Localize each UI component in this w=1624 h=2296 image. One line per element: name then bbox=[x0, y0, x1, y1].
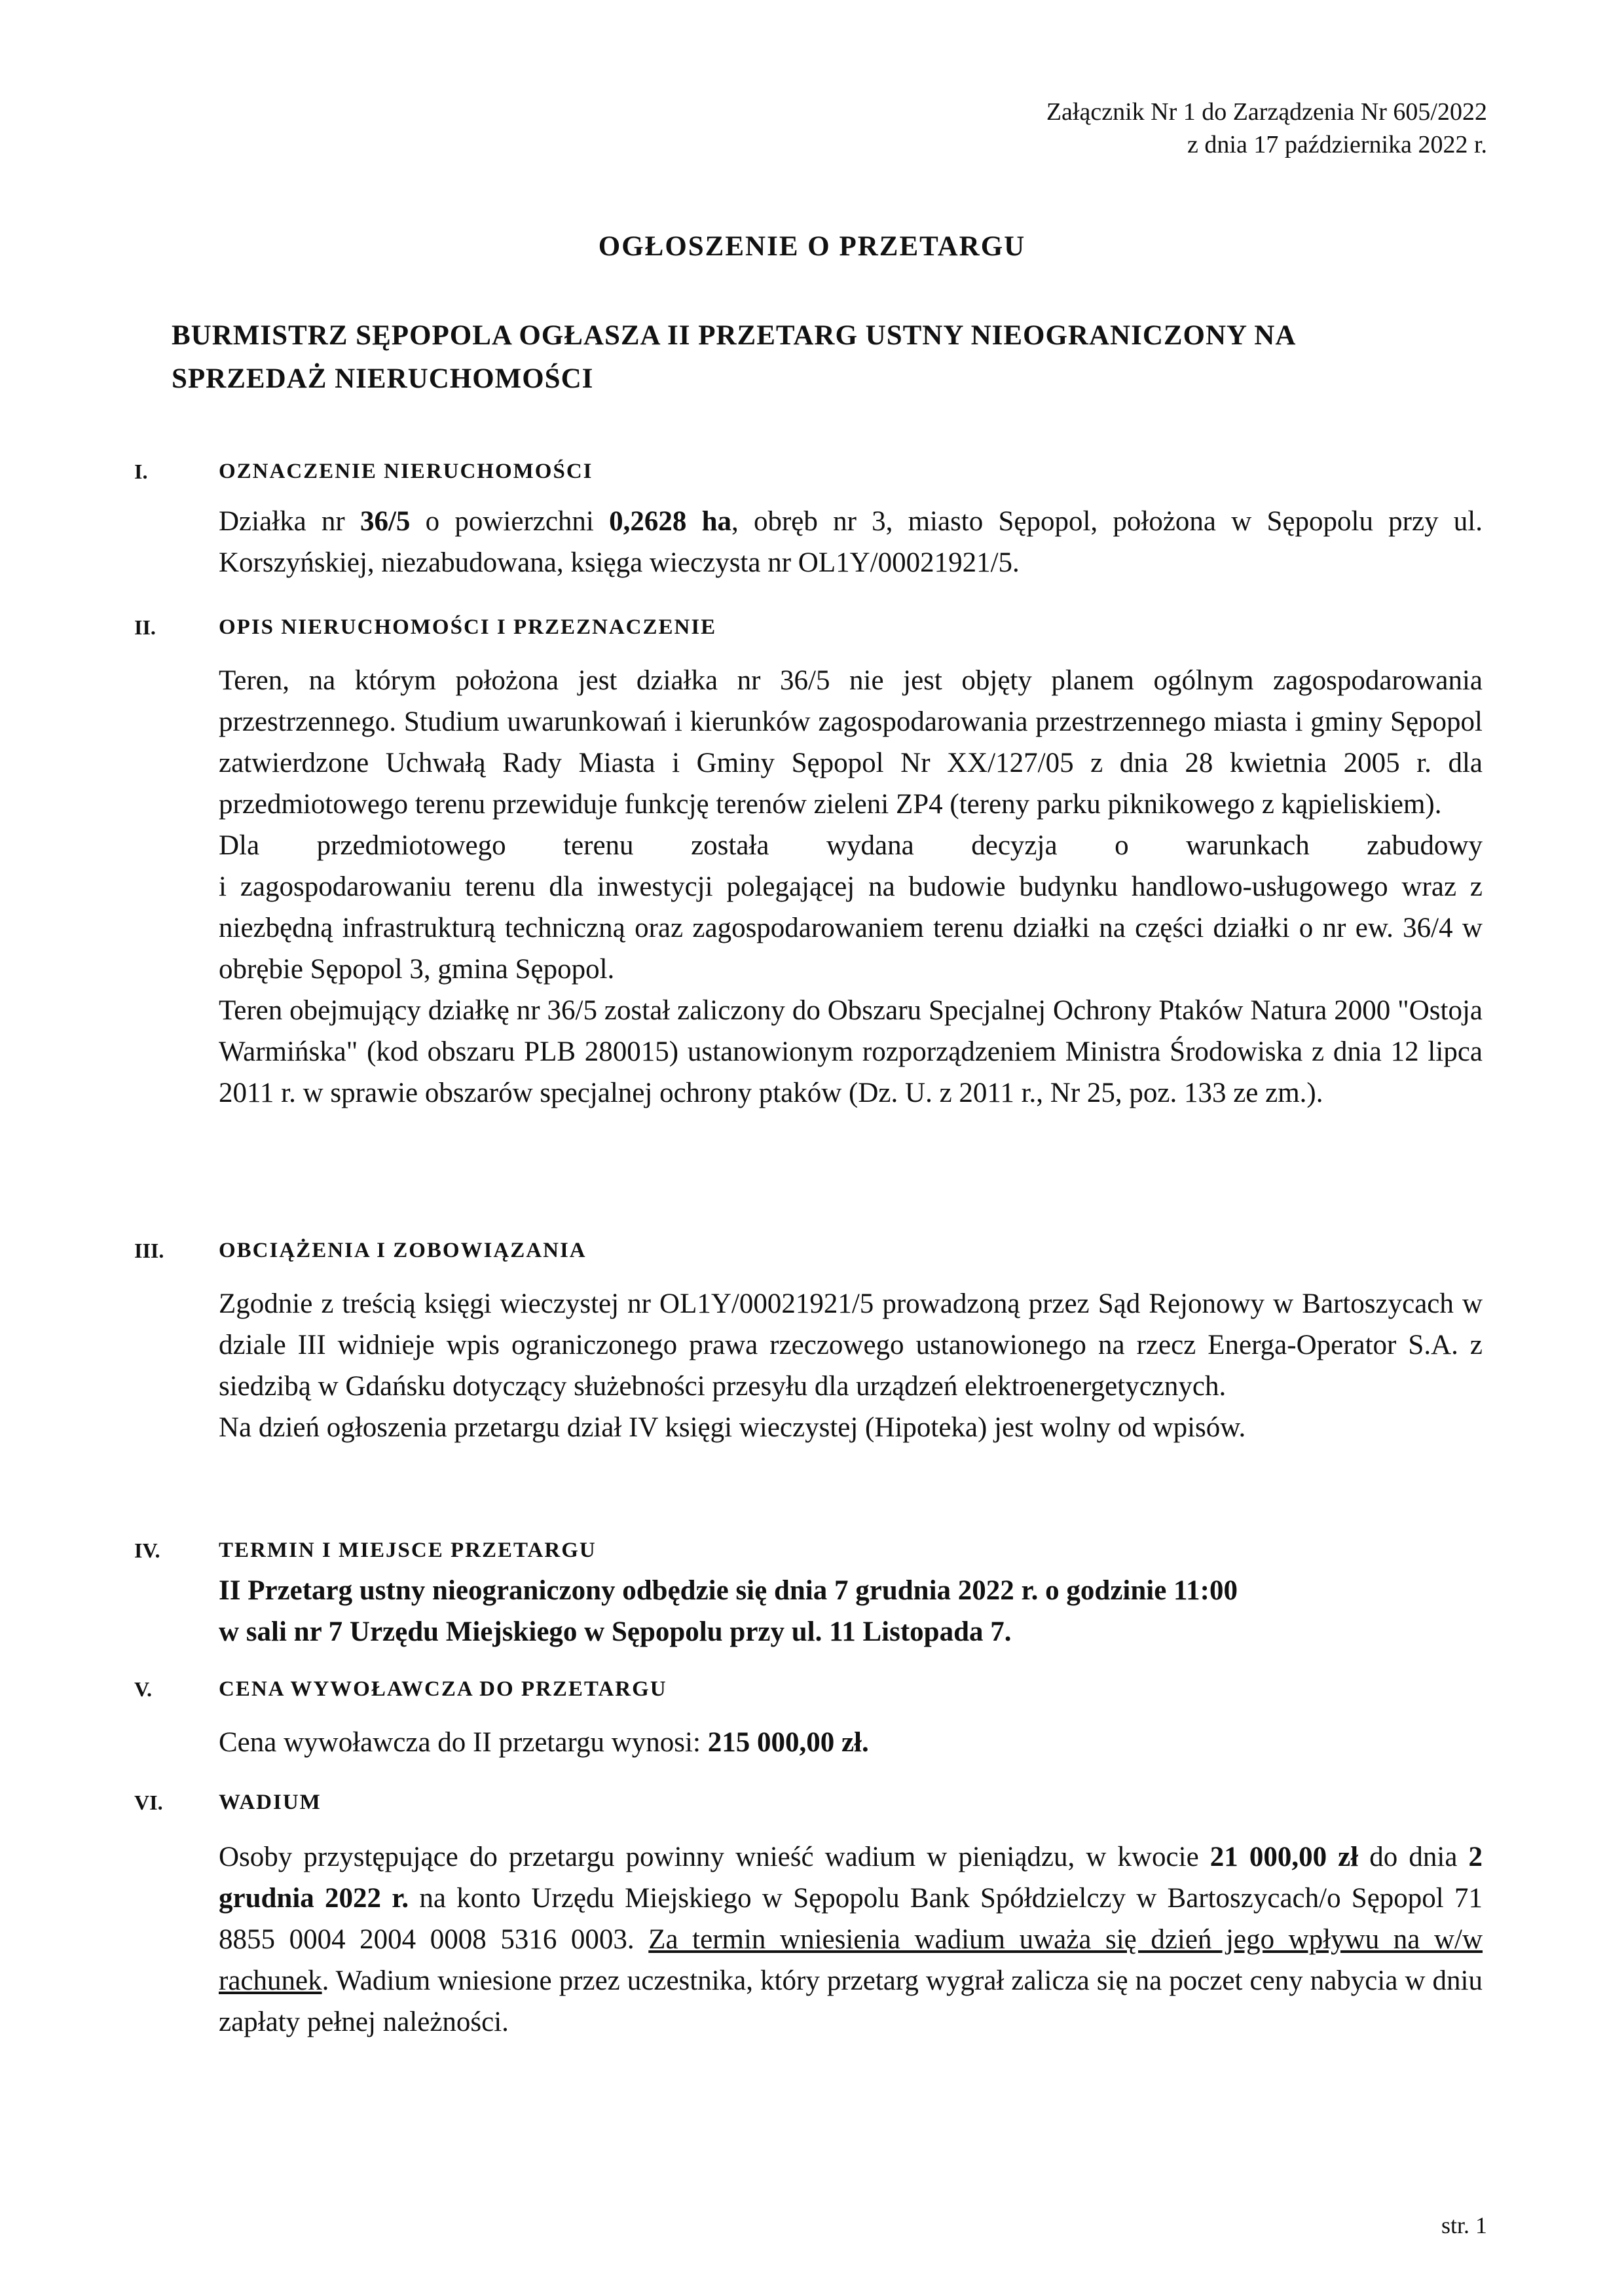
subtitle-line-2: SPRZEDAŻ NIERUCHOMOŚCI bbox=[172, 363, 594, 394]
text: do dnia bbox=[1358, 1842, 1469, 1872]
section-2-paragraph-3: Teren obejmujący działkę nr 36/5 został zaliczony do Obszaru Specjalnej Ochrony Ptaków Natura 2000 "Ostoja Warmińska" (kod obszaru PLB 280015) ustanowionym rozporządzeniem Ministra Środowiska z dnia 12 lipca 2011 r. w sprawie obszarów specjalnej ochrony ptaków (Dz. U. z 2011 r., Nr 25, poz. 133 ze zm.). bbox=[219, 995, 1483, 1108]
section-1-body bbox=[219, 501, 1483, 583]
section-1-number: I. bbox=[134, 460, 148, 483]
text: Osoby przystępujące do przetargu powinny wnieść wadium w pieniądzu, w kwocie bbox=[219, 1842, 1210, 1872]
section-5-body bbox=[219, 1722, 1483, 1763]
document-title: OGŁOSZENIE O PRZETARGU bbox=[598, 231, 1026, 262]
auction-place-line: w sali nr 7 Urzędu Miejskiego w Sępopolu przy ul. 11 Listopada 7. bbox=[219, 1616, 1012, 1647]
section-2-number: II. bbox=[134, 615, 156, 639]
text: Cena wywoławcza do II przetargu wynosi: bbox=[219, 1727, 708, 1758]
deposit-deadline: 2 grudnia 2022 r. bbox=[219, 1842, 1483, 1914]
section-6-body bbox=[219, 1836, 1483, 2043]
plot-area: 0,2628 ha bbox=[609, 506, 731, 537]
text: . Wadium wniesione przez uczestnika, który przetarg wygrał zalicza się na poczet ceny nabycia w dniu zapłaty pełnej należności. bbox=[219, 1965, 1483, 2037]
text: Działka nr bbox=[219, 506, 360, 537]
deposit-amount: 21 000,00 zł bbox=[1209, 1842, 1359, 1872]
section-2-paragraph-2b: i zagospodarowaniu terenu dla inwestycji polegającej na budowie budynku handlowo-usługowego wraz z niezbędną infrastrukturą techniczną oraz zagospodarowaniem terenu działki na części działki o nr ew. 36/4 w obrębie Sępopol 3, gmina Sępopol. bbox=[219, 871, 1483, 985]
section-4-number: IV. bbox=[134, 1539, 160, 1562]
annex-line-1: Załącznik Nr 1 do Zarządzenia Nr 605/2022 bbox=[1046, 98, 1487, 126]
starting-price: 215 000,00 zł. bbox=[707, 1727, 869, 1758]
section-2-heading: OPIS NIERUCHOMOŚCI I PRZEZNACZENIE bbox=[219, 615, 717, 639]
section-1-heading: OZNACZENIE NIERUCHOMOŚCI bbox=[219, 460, 593, 483]
annex-line-2: z dnia 17 października 2022 r. bbox=[1187, 131, 1487, 158]
section-3-paragraph-2: Na dzień ogłoszenia przetargu dział IV księgi wieczystej (Hipoteka) jest wolny od wpisów. bbox=[219, 1412, 1246, 1443]
section-3-paragraph-1: Zgodnie z treścią księgi wieczystej nr OL1Y/00021921/5 prowadzoną przez Sąd Rejonowy w Bartoszycach w dziale III widnieje wpis ograniczonego prawa rzeczowego ustanowionego na rzecz Energa-Operator S.A. z siedzibą w Gdańsku dotyczący służebności przesyłu dla urządzeń elektroenergetycznych. bbox=[219, 1288, 1483, 1402]
subtitle-line-1: BURMISTRZ SĘPOPOLA OGŁASZA II PRZETARG USTNY NIEOGRANICZONY NA bbox=[172, 320, 1297, 351]
section-2-body bbox=[219, 660, 1483, 1114]
plot-number: 36/5 bbox=[360, 506, 411, 537]
section-3-heading: OBCIĄŻENIA I ZOBOWIĄZANIA bbox=[219, 1239, 587, 1262]
section-6-paragraph bbox=[219, 1836, 1483, 2043]
page-number: str. 1 bbox=[1441, 2212, 1487, 2238]
annex-reference bbox=[1046, 96, 1487, 161]
text: na konto Urzędu Miejskiego w Sępopolu Bank Spółdzielczy w Bartoszycach/o Sępopol 71 8855 0004 2004 0008 5316 0003. bbox=[219, 1883, 1483, 1955]
text: o powierzchni bbox=[410, 506, 610, 537]
underlined-note: Za termin wniesienia wadium uważa się dzień jego wpływu na w/w rachunek bbox=[219, 1924, 1483, 1996]
section-5-paragraph bbox=[219, 1722, 1483, 1763]
section-5-number: V. bbox=[134, 1677, 152, 1701]
section-4-body bbox=[219, 1570, 1483, 1652]
section-3-number: III. bbox=[134, 1239, 164, 1262]
document-subtitle bbox=[172, 314, 1488, 401]
section-3-body bbox=[219, 1283, 1483, 1448]
section-5-heading: CENA WYWOŁAWCZA DO PRZETARGU bbox=[219, 1677, 667, 1701]
auction-date-line: II Przetarg ustny nieograniczony odbędzie się dnia 7 grudnia 2022 r. o godzinie 11:00 bbox=[219, 1575, 1238, 1606]
section-1-paragraph bbox=[219, 501, 1483, 583]
section-6-number: VI. bbox=[134, 1791, 163, 1814]
text: , obręb nr 3, miasto Sępopol, położona w Sępopolu przy ul. Korszyńskiej, niezabudowana, księga wieczysta nr OL1Y/00021921/5. bbox=[219, 506, 1483, 578]
section-2-paragraph-1: Teren, na którym położona jest działka nr 36/5 nie jest objęty planem ogólnym zagospodarowania przestrzennego. Studium uwarunkowań i kierunków zagospodarowania przestrzennego miasta i gminy Sępopol zatwierdzone Uchwałą Rady Miasta i Gminy Sępopol Nr XX/127/05 z dnia 28 kwietnia 2005 r. dla przedmiotowego terenu przewiduje funkcję terenów zieleni ZP4 (tereny parku piknikowego z kąpieliskiem). bbox=[219, 665, 1483, 820]
section-4-heading: TERMIN I MIEJSCE PRZETARGU bbox=[219, 1539, 597, 1562]
section-2-paragraph-2a: Dla przedmiotowego terenu została wydana decyzja o warunkach zabudowy bbox=[219, 830, 1483, 861]
section-6-heading: WADIUM bbox=[219, 1791, 322, 1814]
